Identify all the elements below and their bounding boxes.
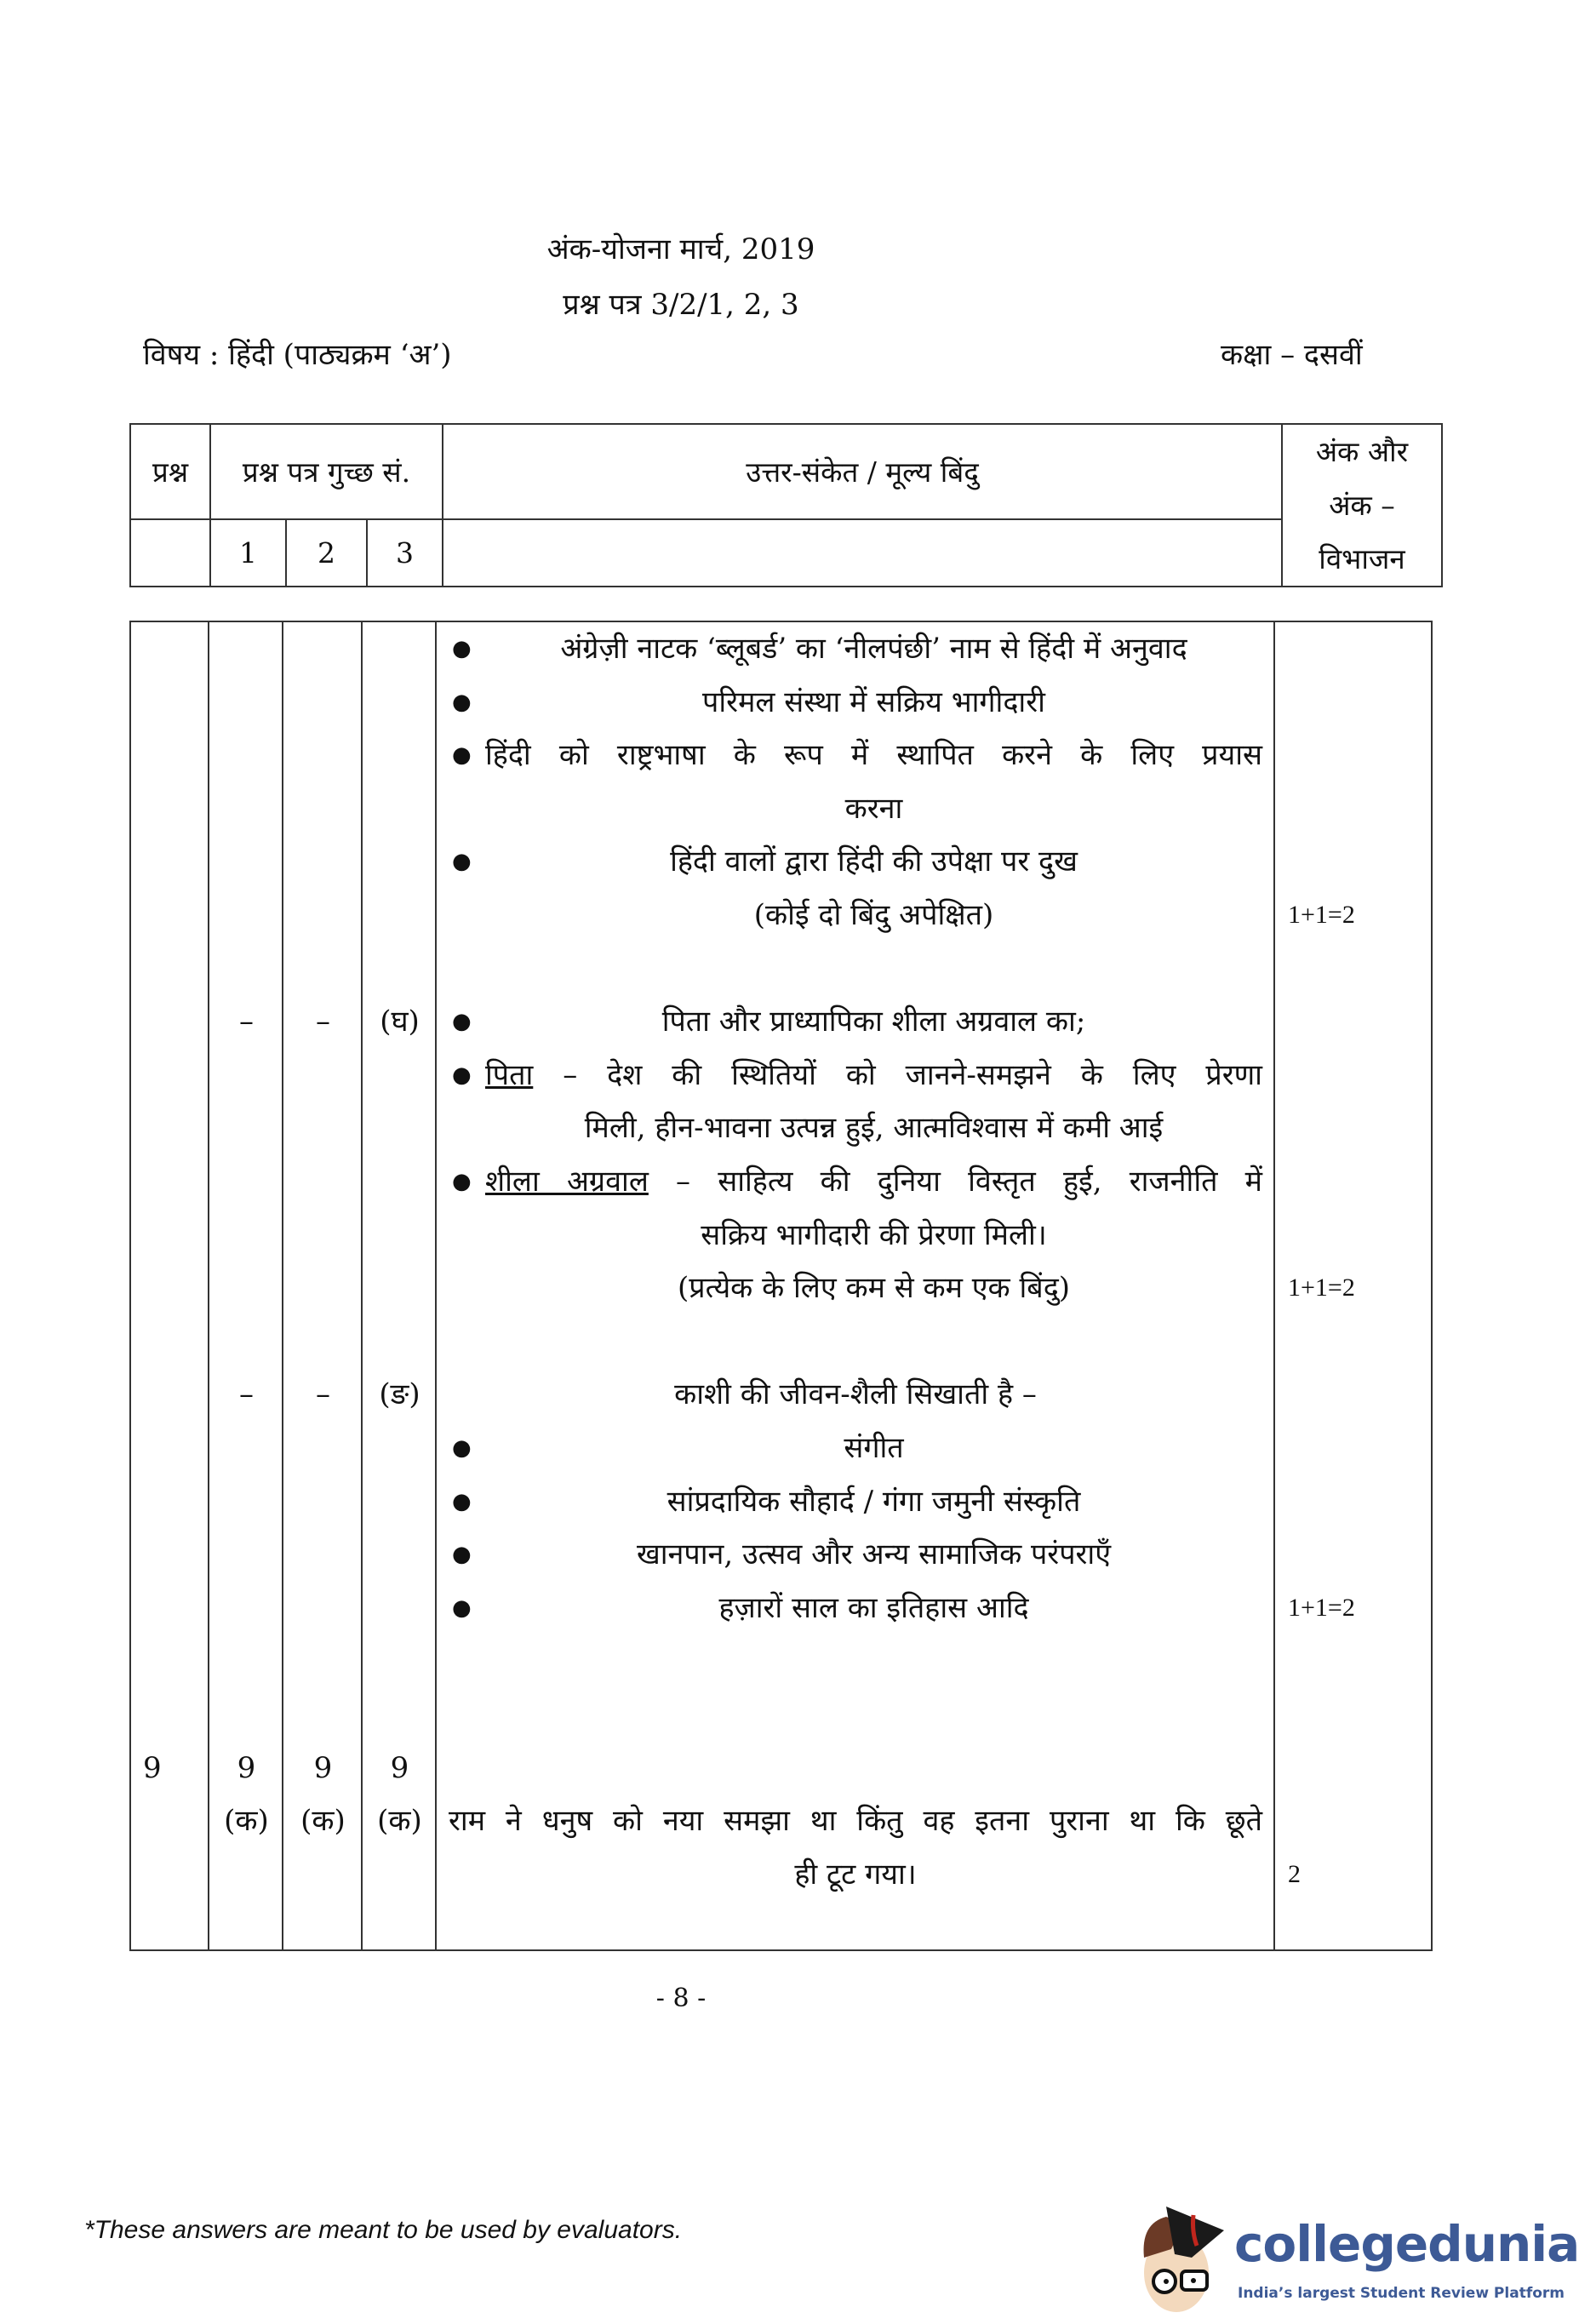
bullet-icon: ● xyxy=(452,1542,472,1568)
set-1-number xyxy=(209,1528,283,1582)
set-2-number xyxy=(283,942,363,996)
question-number xyxy=(131,1528,209,1582)
set-2-number xyxy=(283,1582,363,1635)
set-2-number xyxy=(283,1475,363,1529)
marks-value xyxy=(1274,622,1433,676)
set-1-number xyxy=(209,1049,283,1102)
table-row xyxy=(131,1155,1433,1209)
answer-text xyxy=(437,1582,1274,1635)
set-2-number: (क) xyxy=(300,1804,346,1839)
marks-value xyxy=(1274,1742,1433,1795)
table-row xyxy=(131,995,1433,1049)
set-1-number: 9 xyxy=(237,1750,256,1785)
set-3-number: (क) xyxy=(377,1804,422,1839)
bullet-icon: ● xyxy=(452,1009,472,1035)
marks-value xyxy=(1274,1528,1433,1582)
set-3-number xyxy=(363,676,437,730)
set-3-number xyxy=(363,1848,437,1902)
answer-line: करना xyxy=(844,791,903,826)
set-2-number xyxy=(283,1262,363,1315)
marks-head-3: विभाजन xyxy=(1319,542,1405,575)
bullet-icon: ● xyxy=(452,742,472,769)
table-row xyxy=(131,1742,1433,1795)
marks-value: 1+1=2 xyxy=(1288,901,1355,929)
empty-cell xyxy=(130,519,210,587)
table-row xyxy=(131,1368,1433,1422)
answer-text xyxy=(437,1848,1274,1902)
set-2-number xyxy=(283,1848,363,1902)
set-3-number xyxy=(363,942,437,996)
table-row xyxy=(131,835,1433,889)
empty-cell xyxy=(443,519,1282,587)
set-2-number xyxy=(283,1528,363,1582)
set-1-number xyxy=(209,1634,283,1688)
question-number xyxy=(131,676,209,730)
set-3-number xyxy=(363,1102,437,1155)
set-2-number xyxy=(283,1155,363,1209)
answer-text xyxy=(437,1742,1274,1795)
bullet-icon: ● xyxy=(452,1435,472,1461)
answer-line: राम ने धनुष को नया समझा था किंतु वह इतना पुराना था कि छूते xyxy=(449,1804,1262,1839)
marks-value xyxy=(1274,1315,1433,1369)
set-1-number xyxy=(209,1262,283,1315)
subject-label: विषय : हिंदी (पाठ्यक्रम ‘अ’) xyxy=(143,338,452,372)
set-3-number: 9 xyxy=(390,1750,409,1785)
set-1-number: (क) xyxy=(224,1804,269,1839)
marks-value xyxy=(1274,782,1433,836)
set-3-number xyxy=(363,1049,437,1102)
answer-line: (कोई दो बिंदु अपेक्षित) xyxy=(753,898,994,932)
table-row xyxy=(131,1634,1433,1688)
question-number xyxy=(131,1315,209,1369)
answer-line: परिमल संस्था में सक्रिय भागीदारी xyxy=(702,684,1045,719)
answer-line: सक्रिय भागीदारी की प्रेरणा मिली। xyxy=(701,1217,1047,1252)
marks-value xyxy=(1274,1634,1433,1688)
marks-value xyxy=(1274,835,1433,889)
set-2-number xyxy=(283,1102,363,1155)
set-3-number xyxy=(363,1582,437,1635)
answer-text xyxy=(437,942,1274,996)
document-title: अंक-योजना मार्च, 2019 xyxy=(546,232,815,266)
table-row xyxy=(131,729,1433,782)
answer-text xyxy=(437,1368,1274,1422)
question-number xyxy=(131,1262,209,1315)
answer-line: हिंदी वालों द्वारा हिंदी की उपेक्षा पर दुख xyxy=(670,844,1078,879)
question-number xyxy=(131,782,209,836)
set-3-number xyxy=(363,1634,437,1688)
marks-value xyxy=(1274,1209,1433,1262)
set-3-number: (घ) xyxy=(380,1005,420,1039)
answer-line: सांप्रदायिक सौहार्द / गंगा जमुनी संस्कृति xyxy=(666,1484,1081,1519)
set-2-number xyxy=(283,1422,363,1475)
marks-value xyxy=(1274,1155,1433,1209)
answer-text xyxy=(437,622,1274,676)
bullet-icon: ● xyxy=(452,849,472,875)
question-number xyxy=(131,1582,209,1635)
answer-text xyxy=(437,1155,1274,1209)
answer-text xyxy=(437,1049,1274,1102)
set-3: 3 xyxy=(367,519,443,587)
answer-line: पिता और प्राध्यापिका शीला अग्रवाल का; xyxy=(661,1005,1086,1039)
question-number xyxy=(131,1209,209,1262)
table-row xyxy=(131,1475,1433,1529)
bullet-icon: ● xyxy=(452,689,472,715)
underlined-term: पिता xyxy=(485,1057,534,1092)
marks-value: 1+1=2 xyxy=(1288,1593,1355,1622)
question-paper-code: प्रश्न पत्र 3/2/1, 2, 3 xyxy=(563,288,799,322)
set-2-number: – xyxy=(316,1377,330,1412)
set-1-number xyxy=(209,1315,283,1369)
set-1-number: – xyxy=(239,1005,254,1039)
set-3-number: (ङ) xyxy=(379,1377,420,1412)
question-number: 9 xyxy=(143,1750,162,1785)
set-1-number xyxy=(209,676,283,730)
set-3-number xyxy=(363,622,437,676)
set-2-number xyxy=(283,835,363,889)
set-1-number xyxy=(209,1475,283,1529)
table-row xyxy=(131,1848,1433,1902)
answer-line: – साहित्य की दुनिया विस्तृत हुई, राजनीति में xyxy=(648,1165,1262,1199)
question-number xyxy=(131,1155,209,1209)
set-1-number xyxy=(209,782,283,836)
marks-value xyxy=(1274,676,1433,730)
set-3-number xyxy=(363,1209,437,1262)
question-number xyxy=(131,995,209,1049)
col-answer: उत्तर-संकेत / मूल्य बिंदु xyxy=(443,424,1282,519)
marks-value: 1+1=2 xyxy=(1288,1274,1355,1302)
answer-line: – देश की स्थितियों को जानने-समझने के लिए प्रेरणा xyxy=(533,1057,1262,1092)
logo-brand: collegedunia xyxy=(1234,2215,1579,2273)
answer-text xyxy=(437,1422,1274,1475)
set-3-number xyxy=(363,1155,437,1209)
answer-line: हिंदी को राष्ट्रभाषा के रूप में स्थापित करने के लिए प्रयास xyxy=(485,738,1262,773)
answer-text xyxy=(437,782,1274,836)
question-number xyxy=(131,1634,209,1688)
answer-text xyxy=(437,1102,1274,1155)
answer-table xyxy=(129,621,1433,1951)
table-row xyxy=(131,1582,1433,1635)
answer-line: खानपान, उत्सव और अन्य सामाजिक परंपराएँ xyxy=(636,1537,1112,1572)
set-1-number xyxy=(209,729,283,782)
bullet-icon: ● xyxy=(452,636,472,661)
answer-text xyxy=(437,835,1274,889)
col-marks xyxy=(1282,424,1442,587)
answer-text xyxy=(437,1209,1274,1262)
set-3-number xyxy=(363,889,437,942)
marks-value xyxy=(1274,995,1433,1049)
answer-text xyxy=(437,729,1274,782)
table-row xyxy=(131,1422,1433,1475)
set-3-number xyxy=(363,1422,437,1475)
set-2-number xyxy=(283,676,363,730)
header-table xyxy=(129,423,1443,587)
marks-value xyxy=(1274,1049,1433,1102)
table-row xyxy=(131,1102,1433,1155)
question-number xyxy=(131,942,209,996)
collegedunia-logo xyxy=(1132,2198,1579,2321)
marks-head-2: अंक – xyxy=(1329,489,1395,522)
question-number xyxy=(131,1795,209,1848)
question-number xyxy=(131,622,209,676)
set-1-number xyxy=(209,889,283,942)
answer-text xyxy=(437,1634,1274,1688)
set-1-number xyxy=(209,1102,283,1155)
marks-value xyxy=(1274,1688,1433,1742)
answer-line: हज़ारों साल का इतिहास आदि xyxy=(718,1590,1029,1625)
answer-line: मिली, हीन-भावना उत्पन्न हुई, आत्मविश्वास में कमी आई xyxy=(584,1111,1164,1146)
set-1-number xyxy=(209,1688,283,1742)
answer-line: ही टूट गया। xyxy=(794,1857,917,1892)
table-row xyxy=(131,1528,1433,1582)
page-number: - 8 - xyxy=(655,1983,707,2013)
set-1-number xyxy=(209,1848,283,1902)
table-row xyxy=(131,1688,1433,1742)
answer-line: अंग्रेज़ी नाटक ‘ब्लूबर्ड’ का ‘नीलपंछी’ नाम से हिंदी में अनुवाद xyxy=(560,632,1187,666)
answer-text xyxy=(437,995,1274,1049)
set-2-number xyxy=(283,1049,363,1102)
set-2-number xyxy=(283,1209,363,1262)
table-row xyxy=(131,782,1433,836)
set-3-number xyxy=(363,1688,437,1742)
answer-line: काशी की जीवन-शैली सिखाती है – xyxy=(674,1377,1037,1412)
table-row xyxy=(131,676,1433,730)
question-number xyxy=(131,729,209,782)
question-number xyxy=(131,1102,209,1155)
table-row xyxy=(131,1315,1433,1369)
set-3-number xyxy=(363,1262,437,1315)
set-1: 1 xyxy=(210,519,286,587)
set-1-number xyxy=(209,835,283,889)
set-2: 2 xyxy=(286,519,367,587)
set-1-number xyxy=(209,1209,283,1262)
set-3-number xyxy=(363,729,437,782)
question-number xyxy=(131,1688,209,1742)
bullet-icon: ● xyxy=(452,1488,472,1514)
footer-note: *These answers are meant to be used by evaluators. xyxy=(84,2216,683,2244)
set-2-number xyxy=(283,782,363,836)
class-label: कक्षा – दसवीं xyxy=(1221,338,1363,372)
set-1-number xyxy=(209,1422,283,1475)
marks-value xyxy=(1274,1422,1433,1475)
set-2-number xyxy=(283,1315,363,1369)
marks-value xyxy=(1274,1795,1433,1848)
col-question: प्रश्न xyxy=(130,424,210,519)
marks-value xyxy=(1274,1102,1433,1155)
table-row xyxy=(131,1795,1433,1848)
answer-text xyxy=(437,1262,1274,1315)
answer-text xyxy=(437,1528,1274,1582)
answer-text xyxy=(437,1688,1274,1742)
table-row xyxy=(131,1262,1433,1315)
logo-tagline: India’s largest Student Review Platform xyxy=(1238,2285,1565,2302)
table-row xyxy=(131,942,1433,996)
answer-line: संगीत xyxy=(844,1431,904,1465)
underlined-term: शीला अग्रवाल xyxy=(485,1165,649,1199)
answer-text xyxy=(437,1795,1274,1848)
bullet-icon: ● xyxy=(452,1062,472,1088)
answer-line: (प्रत्येक के लिए कम से कम एक बिंदु) xyxy=(677,1271,1071,1306)
question-number xyxy=(131,1848,209,1902)
answer-text xyxy=(437,1315,1274,1369)
question-number xyxy=(131,889,209,942)
marks-value xyxy=(1274,1368,1433,1422)
question-number xyxy=(131,1422,209,1475)
mascot-icon xyxy=(1132,2198,1234,2321)
marks-head-1: अंक और xyxy=(1315,435,1409,468)
set-3-number xyxy=(363,1528,437,1582)
marks-value xyxy=(1274,729,1433,782)
set-2-number xyxy=(283,889,363,942)
set-3-number xyxy=(363,835,437,889)
answer-text xyxy=(437,676,1274,730)
set-3-number xyxy=(363,782,437,836)
set-1-number xyxy=(209,942,283,996)
set-2-number xyxy=(283,1634,363,1688)
marks-value xyxy=(1274,942,1433,996)
answer-text xyxy=(437,889,1274,942)
set-1-number xyxy=(209,622,283,676)
set-2-number xyxy=(283,1688,363,1742)
set-1-number xyxy=(209,1155,283,1209)
table-row xyxy=(131,622,1433,676)
question-number xyxy=(131,1049,209,1102)
set-3-number xyxy=(363,1315,437,1369)
set-2-number: 9 xyxy=(313,1750,333,1785)
set-2-number xyxy=(283,729,363,782)
col-question-set: प्रश्न पत्र गुच्छ सं. xyxy=(210,424,443,519)
question-number xyxy=(131,835,209,889)
set-2-number xyxy=(283,622,363,676)
marks-value xyxy=(1274,1475,1433,1529)
question-number xyxy=(131,1368,209,1422)
bullet-icon: ● xyxy=(452,1594,472,1621)
set-1-number xyxy=(209,1582,283,1635)
question-number xyxy=(131,1475,209,1529)
marks-value: 2 xyxy=(1288,1859,1301,1888)
table-row xyxy=(131,1049,1433,1102)
answer-text xyxy=(437,1475,1274,1529)
set-3-number xyxy=(363,1475,437,1529)
bullet-icon: ● xyxy=(452,1169,472,1194)
set-1-number: – xyxy=(239,1377,254,1412)
set-2-number: – xyxy=(316,1005,330,1039)
table-row xyxy=(131,889,1433,942)
table-row xyxy=(131,1209,1433,1262)
